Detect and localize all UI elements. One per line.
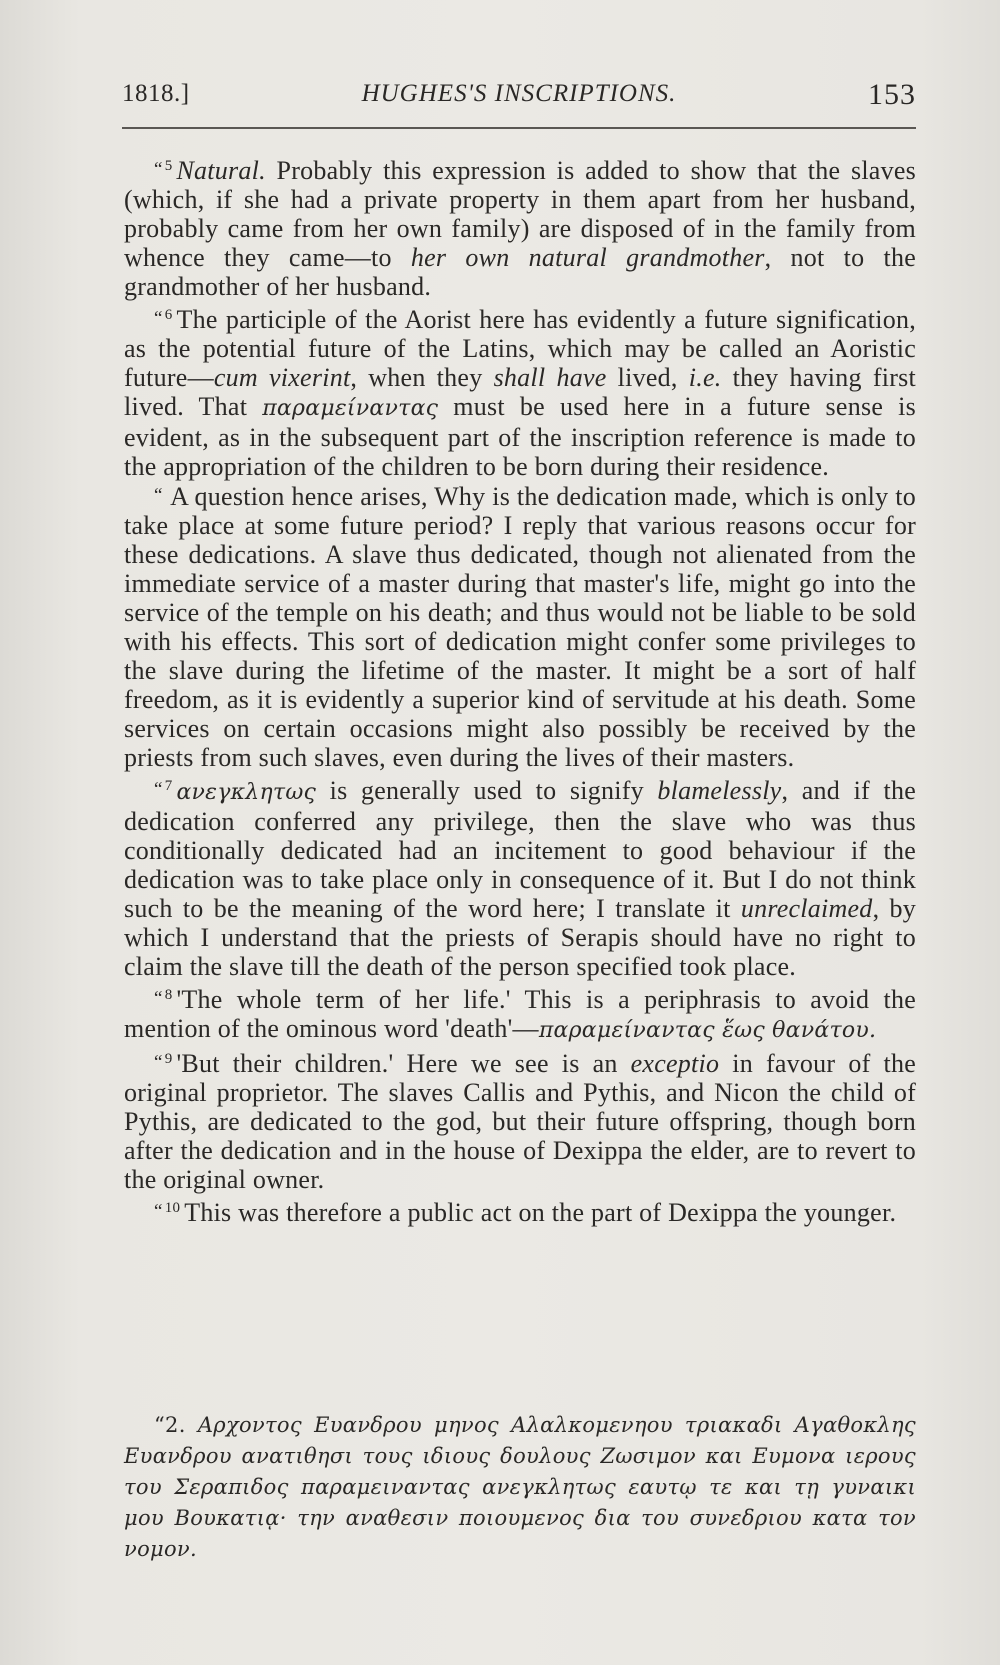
opening-quote: “ [154,159,163,180]
note-text: is generally used to signify [316,776,658,805]
note-text: This was therefore a public act on the part of Dexippa the younger. [184,1198,897,1227]
note-text: , and if the dedication conferred any privilege, then the slave who was thus conditionally dedicated had an incitement to good behaviour if the dedication was to take place only in consequence of it. But I do not think such to be the meaning of the word here; I translate it [124,776,916,923]
opening-quote: “ [154,988,163,1009]
greek-inscription [124,1410,916,1565]
inscription-paragraph [124,1410,916,1565]
note-text: 'But their children.' Here we see is an [176,1049,631,1078]
inscription-number: 2. [165,1413,186,1437]
greek-word: ανεγκλητως [176,780,317,805]
greek-phrase: παραμείναντας ἕως θανάτου. [538,1018,877,1043]
page-number: 153 [868,78,916,111]
footnote-commentary [124,152,916,1227]
note-emphasis: cum vixerint [213,363,351,392]
opening-quote: “ [154,1052,163,1073]
note-text: in favour of the original proprietor. The slaves Callis and Pythis, and Nicon the child of Pythis, are dedicated to the god, but their future offspring, though born after the dedication and in the house of Dexippa the elder, are to revert to the original owner. [124,1049,916,1194]
opening-quote: “ [154,1413,166,1437]
note-number: 9 [164,1051,173,1067]
opening-quote: “ [154,308,163,329]
note-text: The participle of the Aorist here has evidently a future signification, as the potential future of the Latins, which may be called an Aoristic future— [124,305,916,392]
note-7 [124,772,916,981]
header-rule [122,127,916,129]
note-emphasis: exceptio [630,1049,720,1078]
note-9 [124,1045,916,1194]
opening-quote: “ [154,485,163,506]
running-head-year: 1818.] [122,80,190,107]
running-head [122,78,916,114]
inscription-text: Αρχοντος Ευανδρου μηνος Αλαλκομενηου τριακαδι Αγαθοκλης Ευανδρου ανατιθησι τους ιδιους δουλους Ζωσιμον και Ευμονα ιερους του Σεραπιδος παραμειναντας ανεγκλητως εαυτῳ τε και τῃ γυναικι μου Βουκατιᾳ· την αναθεσιν ποιουμενος δια του συνεδριου κατα τον νομον. [124,1413,916,1561]
note-6 [124,301,916,481]
note-emphasis: i.e. [688,363,722,392]
note-text: Probably this expression is added to show that the slaves (which, if she had a private property in them apart from her husband, probably came from her own family) are disposed of in the family from whence they came—to [124,156,916,272]
opening-quote: “ [154,1201,163,1222]
note-question [124,481,916,772]
note-number: 10 [164,1200,181,1216]
note-5 [124,152,916,301]
note-8 [124,981,916,1045]
note-text: , when they [350,363,494,392]
note-10 [124,1194,916,1227]
note-number: 7 [164,778,173,794]
note-emphasis: her own natural grandmother [410,243,765,272]
note-text: must be used here in a future sense is evident, as in the subsequent part of the inscription reference is made to the appropriation of the children to be born during their residence. [124,392,916,481]
note-lead: Natural. [176,156,266,185]
note-number: 8 [164,987,173,1003]
note-text: 'The whole term of her life.' This is a periphrasis to avoid the mention of the ominous word 'death'— [124,985,916,1043]
note-emphasis: blamelessly [657,776,782,805]
note-emphasis: unreclaimed [740,894,873,923]
note-text: they having first lived. That [124,363,916,421]
note-emphasis: shall have [493,363,607,392]
running-head-title: HUGHES'S INSCRIPTIONS. [361,80,677,107]
note-text: , by which I understand that the priests of Serapis should have no right to claim the slave till the death of the person specified took place. [124,894,916,981]
opening-quote: “ [154,779,163,800]
note-number: 5 [164,158,173,174]
note-text: lived, [606,363,689,392]
greek-word: παραμείναντας [262,396,439,421]
note-number: 6 [164,307,173,323]
note-text: A question hence arises, Why is the dedication made, which is only to take place at some future period? I reply that various reasons occur for these dedications. A slave thus dedicated, though not alienated from the immediate service of a master during that master's life, might go into the service of the temple on his death; and thus would not be liable to be sold with his effects. This sort of dedication might confer some privileges to the slave during the lifetime of the master. It might be a sort of half freedom, as it is evidently a superior kind of servitude at his death. Some services on certain occasions might also possibly be received by the priests from such slaves, even during the lives of their masters. [124,482,916,772]
note-text: , not to the grandmother of her husband. [124,243,917,301]
